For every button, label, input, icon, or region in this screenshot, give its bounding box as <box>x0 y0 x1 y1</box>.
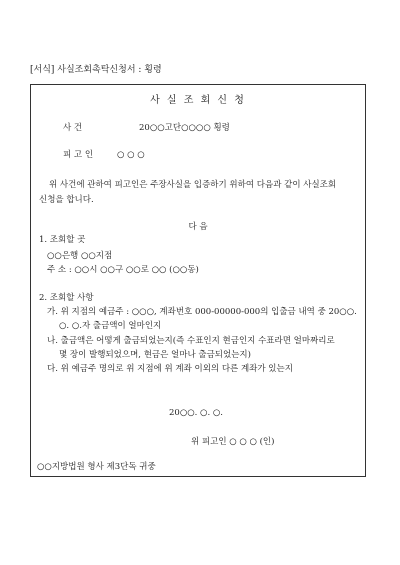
intro-line-1: 위 사건에 관하여 피고인은 주장사실을 입증하기 위하여 다음과 같이 사실조회 <box>49 180 337 190</box>
defendant-signature: 위 피고인 ○ ○ ○ (인) <box>191 437 275 447</box>
defendant-label: 피 고 인 <box>63 150 94 160</box>
section-heading: 다 음 <box>188 222 208 232</box>
item2-b-line1: 나. 출금액은 어떻게 출금되었는지(즉 수표인지 현금인지 수표라면 얼마짜리로 <box>47 336 335 346</box>
item1-place: ○○은행 ○○지점 <box>47 251 113 261</box>
document-frame <box>30 84 366 477</box>
item1-address: 주 소 : ○○시 ○○구 ○○로 ○○ (○○동) <box>47 265 199 275</box>
form-header-label: [서식] 사실조회촉탁신청서 : 횡령 <box>30 65 162 75</box>
item2-a-line1: 가. 위 지점의 예금주 : ○○○, 계좌번호 000-00000-000의 입출금 내역 중 20○○. <box>47 307 357 317</box>
defendant-value: ○ ○ ○ <box>117 150 145 160</box>
recipient-court: ○○지방법원 형사 제3단독 귀중 <box>37 462 156 472</box>
item2-heading: 2. 조회할 사항 <box>39 293 94 303</box>
item1-heading: 1. 조회할 곳 <box>39 235 86 245</box>
case-label: 사 건 <box>63 123 83 133</box>
intro-line-2: 신청을 합니다. <box>39 195 94 205</box>
item2-a-line2: ○. ○.자 출금액이 얼마인지 <box>59 321 162 331</box>
item2-c-line1: 다. 위 예금주 명의로 위 지점에 위 계좌 이외의 다른 계좌가 있는지 <box>47 364 293 374</box>
document-title: 사 실 조 회 신 청 <box>150 95 246 106</box>
document-date: 20○○. ○. ○. <box>169 408 223 418</box>
case-value: 20○○고단○○○○ 횡령 <box>139 123 230 133</box>
item2-b-line2: 몇 장이 발행되었으며, 현금은 얼마나 출금되었는지) <box>59 350 251 360</box>
